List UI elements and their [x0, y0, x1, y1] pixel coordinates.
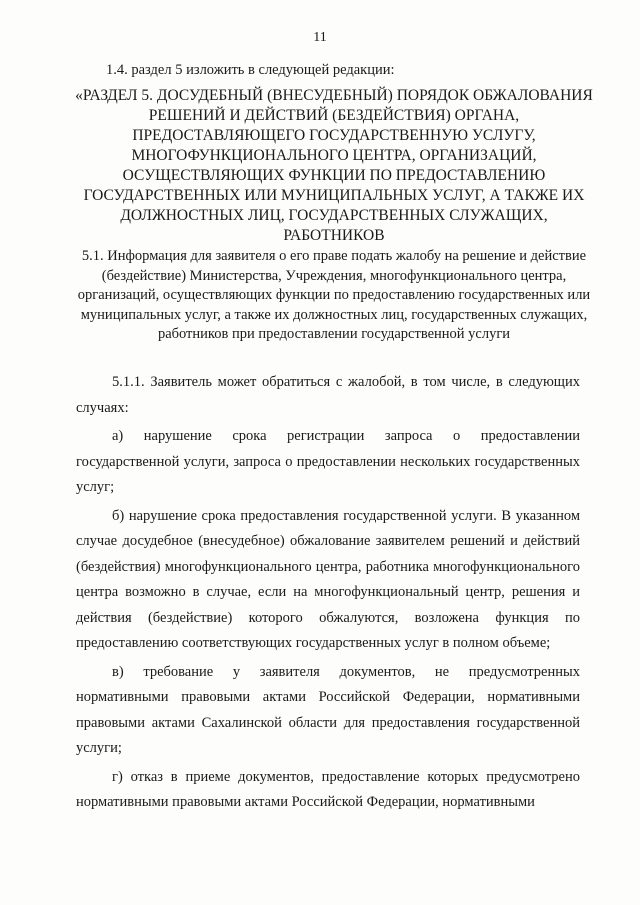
- page-number: 11: [313, 30, 327, 45]
- subsection-title: 5.1. Информация для заявителя о его праве подать жалобу на решение и действие (бездействие) Министерства, Учреждения, многофункционального центра, организаций, осуществляющих функции по предоставлению государственных или муниципальных услуг, а также их должностных лиц, государственных служащих, работников при предоставлении государственной услуги: [77, 248, 591, 342]
- paragraph: г) отказ в приеме документов, предоставление которых предусмотрено нормативными правовыми актами Российской Федерации, нормативными: [76, 768, 580, 810]
- body-text: [76, 370, 580, 819]
- paragraph: в) требование у заявителя документов, не предусмотренных нормативными правовыми актами Российской Федерации, нормативными правовыми актами Сахалинской области для предоставления государственной услуги;: [76, 663, 580, 756]
- section-title: «РАЗДЕЛ 5. ДОСУДЕБНЫЙ (ВНЕСУДЕБНЫЙ) ПОРЯДОК ОБЖАЛОВАНИЯ РЕШЕНИЙ И ДЕЙСТВИЙ (БЕЗДЕЙСТВИЯ) ОРГАНА, ПРЕДОСТАВЛЯЮЩЕГО ГОСУДАРСТВЕННУЮ УСЛУГУ, МНОГОФУНКЦИОНАЛЬНОГО ЦЕНТРА, ОРГАНИЗАЦИЙ, ОСУЩЕСТВЛЯЮЩИХ ФУНКЦИИ ПО ПРЕДОСТАВЛЕНИЮ ГОСУДАРСТВЕННЫХ ИЛИ МУНИЦИПАЛЬНЫХ УСЛУГ, А ТАКЖЕ ИХ ДОЛЖНОСТНЫХ ЛИЦ, ГОСУДАРСТВЕННЫХ СЛУЖАЩИХ, РАБОТНИКОВ: [75, 87, 593, 244]
- paragraph: 5.1.1. Заявитель может обратиться с жалобой, в том числе, в следующих случаях:: [76, 374, 580, 416]
- intro-line: 1.4. раздел 5 изложить в следующей редакции:: [106, 62, 395, 78]
- paragraph: а) нарушение срока регистрации запроса о предоставлении государственной услуги, запроса о предоставлении нескольких государственных услуг;: [76, 428, 580, 495]
- paragraph: б) нарушение срока предоставления государственной услуги. В указанном случае досудебное (внесудебное) обжалование заявителем решений и действий (бездействия) многофункционального центра, работника многофункционального центра возможно в случае, если на многофункциональный центр, решения и действия (бездействие) которого обжалуются, возложена функция по предоставлению соответствующих государственных услуг в полном объеме;: [76, 507, 580, 651]
